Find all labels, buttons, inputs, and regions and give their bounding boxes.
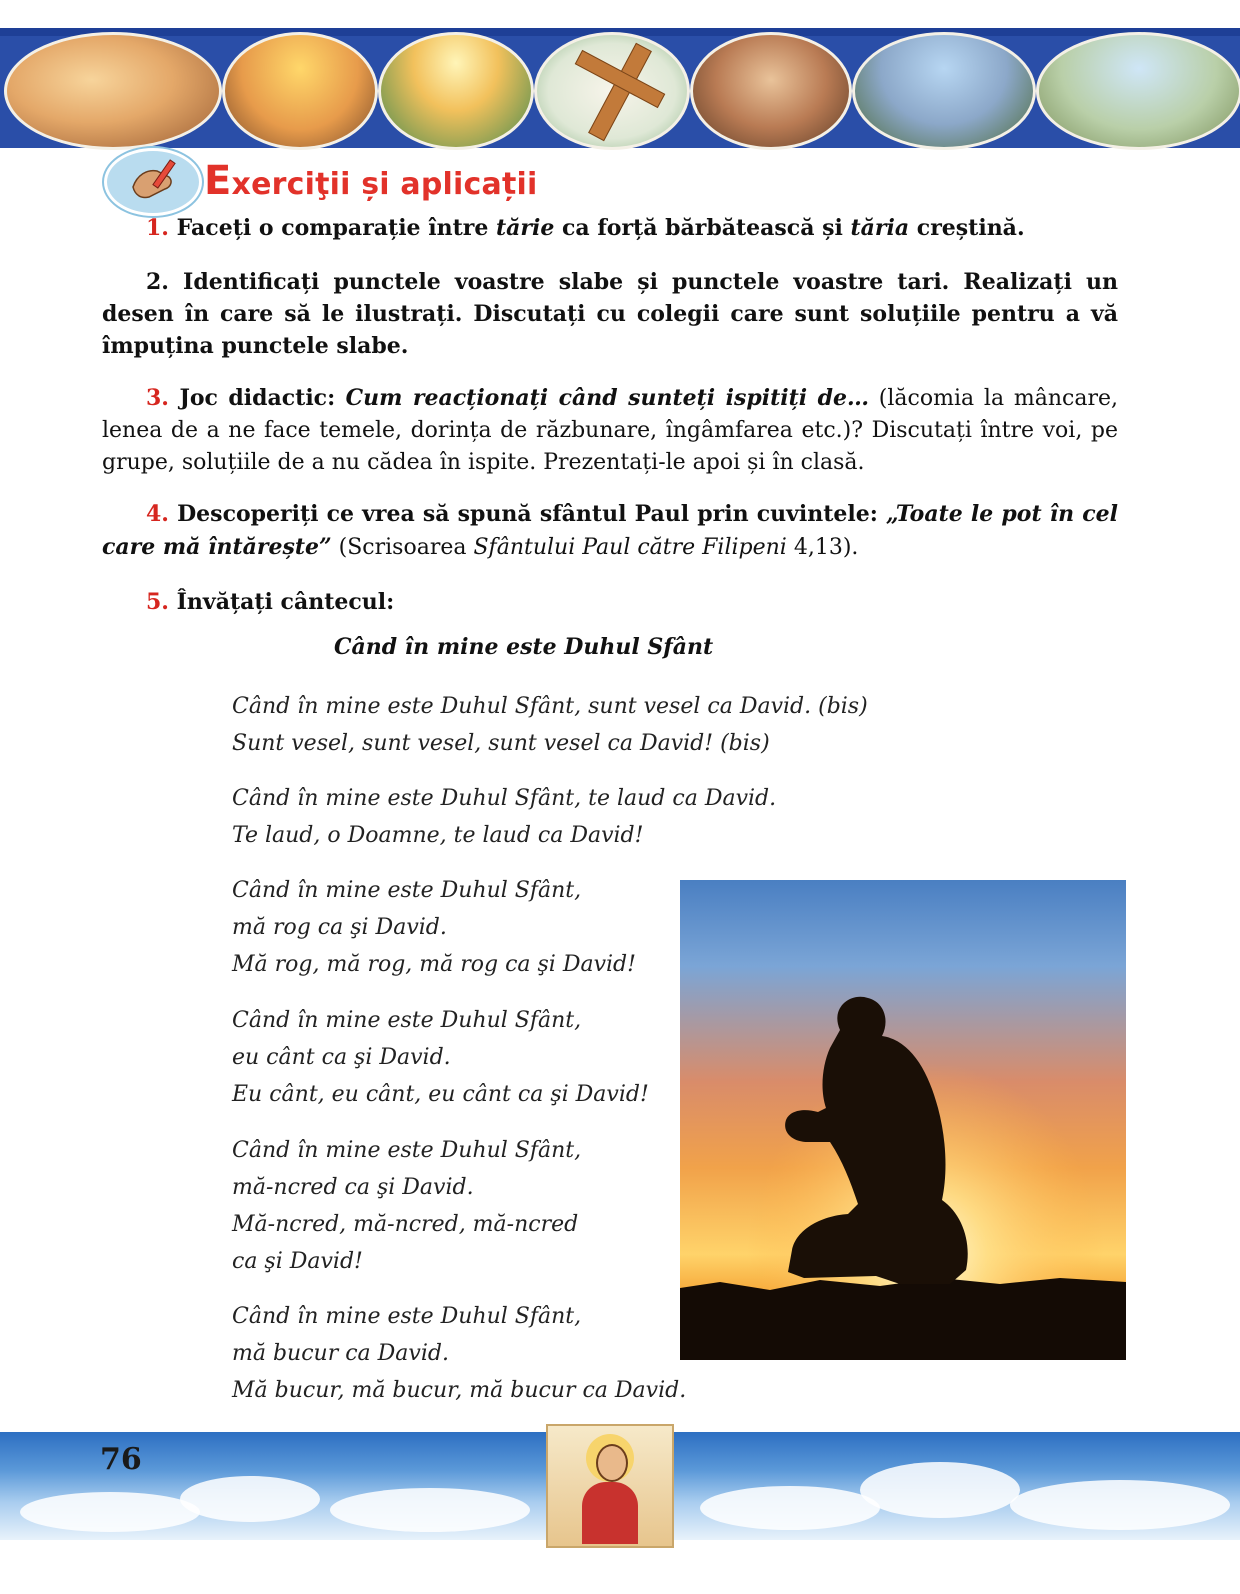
exercise-3: 3. Joc didactic: Cum reacționați când sunteți ispitiți de… (lăcomia la mâncare, lenea de a ne face temele, dorința de răzbunare, îngâmfarea etc.)? Discutați între voi, pe grupe, soluțiile de a nu cădea în ispite. Prezentați-le apoi și în clasă. (102, 385, 1118, 475)
exercise-number: 2. (146, 269, 169, 295)
banner-illustration-people-praising (378, 32, 534, 150)
exercise-number: 5. (146, 589, 169, 615)
song-line: eu cânt ca şi David. (232, 1045, 451, 1070)
banner-illustration-temple (852, 32, 1036, 150)
banner-illustration-jesus-crowd (222, 32, 378, 150)
exercise-1: 1. Faceți o comparație între tărie ca forță bărbătească și tăria creștină. (146, 215, 1025, 241)
page-number: 76 (100, 1442, 142, 1477)
song-line: Când în mine este Duhul Sfânt, (232, 878, 582, 903)
section-title: Exerciţii și aplicații (204, 158, 538, 204)
exercise-number: 1. (146, 215, 169, 241)
exercise-number: 3. (146, 385, 169, 411)
top-banner (0, 28, 1240, 148)
song-line: Te laud, o Doamne, te laud ca David! (232, 823, 644, 848)
exercise-2: 2. Identificați punctele voastre slabe și punctele voastre tari. Realizați un desen în care să le ilustrați. Discutați cu colegii care sunt soluțiile pentru a vă împuțina punctele slabe. (102, 269, 1118, 359)
praying-silhouette-photo (680, 880, 1126, 1360)
song-line: Sunt vesel, sunt vesel, sunt vesel ca David! (bis) (232, 731, 770, 756)
song-line: Când în mine este Duhul Sfânt, (232, 1304, 582, 1329)
song-line: Când în mine este Duhul Sfânt, (232, 1138, 582, 1163)
exercise-5: 5. Învățați cântecul: (146, 589, 395, 615)
exercise-4: 4. Descoperiți ce vrea să spună sfântul Paul prin cuvintele: „Toate le pot în cel care mă întărește” (Scrisoarea Sfântului Paul către Filipeni 4,13). (102, 501, 1118, 560)
cloud (700, 1486, 880, 1530)
jesus-illustration (546, 1424, 674, 1548)
cloud (20, 1492, 200, 1532)
song-line: Eu cânt, eu cânt, eu cânt ca şi David! (232, 1082, 649, 1107)
exercise-number: 4. (146, 501, 169, 527)
song-line: mă rog ca şi David. (232, 915, 447, 940)
banner-illustration-children (4, 32, 222, 150)
cloud (330, 1488, 530, 1532)
song-title: Când în mine este Duhul Sfânt (334, 634, 714, 660)
song-line: ca şi David! (232, 1249, 363, 1274)
song-stanza-1 (232, 688, 868, 762)
writing-hand-icon (104, 148, 202, 216)
robe-shape (582, 1482, 638, 1544)
song-line: Mă bucur, mă bucur, mă bucur ca David. (232, 1378, 687, 1403)
song-stanza-3 (232, 872, 636, 983)
banner-illustration-cross (534, 32, 690, 150)
cloud (1010, 1480, 1230, 1530)
song-line: mă-ncred ca şi David. (232, 1175, 474, 1200)
song-stanza-5 (232, 1132, 581, 1280)
cloud (180, 1476, 320, 1522)
song-line: Mă rog, mă rog, mă rog ca şi David! (232, 952, 636, 977)
song-line: mă bucur ca David. (232, 1341, 449, 1366)
silhouette-icon (680, 880, 1126, 1360)
song-stanza-6 (232, 1298, 686, 1409)
banner-illustration-disciples (1036, 32, 1240, 150)
song-line: Când în mine este Duhul Sfânt, (232, 1008, 582, 1033)
song-stanza-4 (232, 1002, 649, 1113)
cloud (860, 1462, 1020, 1518)
face-icon (596, 1444, 628, 1482)
song-line: Când în mine este Duhul Sfânt, te laud ca David. (232, 786, 777, 811)
song-line: Mă-ncred, mă-ncred, mă-ncred (232, 1212, 579, 1237)
banner-illustration-last-supper (690, 32, 852, 150)
song-line: Când în mine este Duhul Sfânt, sunt vesel ca David. (bis) (232, 694, 868, 719)
song-stanza-2 (232, 780, 776, 854)
